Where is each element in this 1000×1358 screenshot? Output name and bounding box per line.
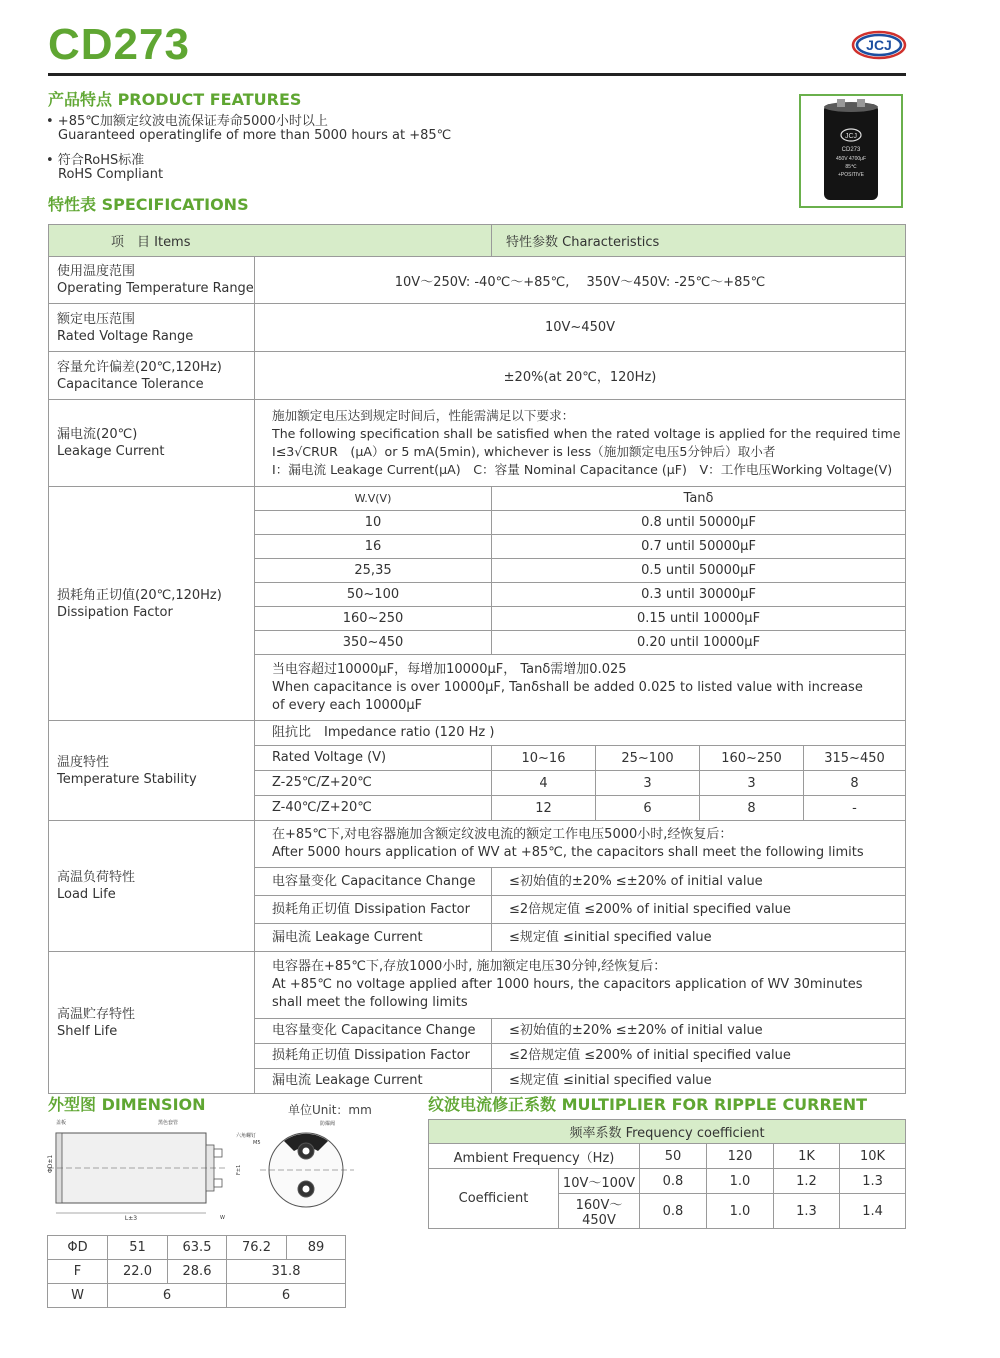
- df-header-row: [49, 487, 906, 511]
- ll-key: 电容量变化 Capacitance Change: [255, 868, 492, 896]
- cap-tolerance-value: ±20%(at 20℃，120Hz): [255, 352, 906, 400]
- sl-key: 电容量变化 Capacitance Change: [255, 1019, 492, 1044]
- coef-value: 1.0: [707, 1194, 774, 1229]
- capacitor-image: [801, 96, 901, 206]
- df-wv-header: W.V(V): [255, 487, 492, 511]
- photo-model: CD273: [841, 147, 861, 153]
- freq-value: 50: [640, 1144, 707, 1169]
- spec-header-row: [49, 225, 906, 257]
- coef-value: 1.2: [774, 1169, 840, 1194]
- phi-value: 51: [108, 1236, 168, 1260]
- ll-value: ≤规定值 ≤initial specified value: [492, 924, 906, 952]
- title-divider: [48, 73, 906, 76]
- dimension-drawing: [48, 1115, 368, 1225]
- freq-row: [429, 1144, 906, 1169]
- coef-range: 160V～450V: [559, 1194, 640, 1229]
- ts-rv-label: Rated Voltage (V): [255, 746, 492, 771]
- ts-value: 8: [700, 796, 804, 821]
- voltage-range-label: 额定电压范围 Rated Voltage Range: [49, 304, 255, 352]
- dimension-table: [47, 1235, 346, 1308]
- cap-tolerance-label: 容量允许偏差(20℃,120Hz) Capacitance Tolerance: [49, 352, 255, 400]
- df-tan: 0.8 until 50000μF: [492, 511, 906, 535]
- phi-row: [48, 1236, 346, 1260]
- leakage-row: [49, 400, 906, 487]
- w-value: 6: [227, 1284, 346, 1308]
- ts-range: 25~100: [596, 746, 700, 771]
- f-value: 28.6: [168, 1260, 227, 1284]
- coef-value: 1.3: [774, 1194, 840, 1229]
- ts-value: 8: [804, 771, 906, 796]
- phi-value: 89: [287, 1236, 346, 1260]
- f-value: 22.0: [108, 1260, 168, 1284]
- coef-range: 10V～100V: [559, 1169, 640, 1194]
- feature-1-cn: • +85℃加额定纹波电流保证寿命5000小时以上: [46, 114, 328, 129]
- ts-z25-label: Z-25℃/Z+20℃: [255, 771, 492, 796]
- temp-range-label: 使用温度范围 Operating Temperature Range: [49, 257, 255, 304]
- freq-value: 120: [707, 1144, 774, 1169]
- photo-temp: 85℃: [845, 164, 857, 170]
- vent-label: 防爆阀: [320, 1121, 336, 1127]
- ts-range: 315~450: [804, 746, 906, 771]
- ripple-table: [428, 1119, 906, 1229]
- leakage-value: 施加额定电压达到规定时间后，性能需满足以下要求： The following specification shall be satisfied when the rated voltage is applied for the required time I≤3√CRUR (μA）or 5 mA(5min), whichever is less（施加额定电压5分钟后）取小者 I：漏电流 Leakage Current(μA) C：容量 Nominal Capacitance (μF) V：工作电压Working Voltage(V): [255, 400, 906, 487]
- photo-logo: JCJ: [844, 133, 858, 140]
- df-tan-header: Tanδ: [492, 487, 906, 511]
- coef-value: 1.4: [840, 1194, 906, 1229]
- load-life-intro: 在+85℃下,对电容器施加含额定纹波电流的额定工作电压5000小时,经恢复后： After 5000 hours application of WV at +85℃, the capacitors shall meet the following limits: [255, 821, 906, 868]
- ts-value: 3: [700, 771, 804, 796]
- f-row: [48, 1260, 346, 1284]
- pitch-label: F±1: [236, 1164, 242, 1175]
- temp-range-row: [49, 257, 906, 304]
- df-tan: 0.15 until 10000μF: [492, 607, 906, 631]
- voltage-range-row: [49, 304, 906, 352]
- sl-value: ≤2倍规定值 ≤200% of initial specified value: [492, 1044, 906, 1069]
- df-wv: 160~250: [255, 607, 492, 631]
- f-header: F: [48, 1260, 108, 1284]
- df-tan: 0.3 until 30000μF: [492, 583, 906, 607]
- feature-2-en: RoHS Compliant: [58, 167, 164, 182]
- phi-value: 76.2: [227, 1236, 287, 1260]
- specifications-table: [48, 224, 906, 1094]
- logo-text: JCJ: [866, 37, 892, 53]
- phi-header: ΦD: [48, 1236, 108, 1260]
- freq-label: Ambient Frequency（Hz): [429, 1144, 640, 1169]
- df-tan: 0.7 until 50000μF: [492, 535, 906, 559]
- leakage-label: 漏电流(20℃) Leakage Current: [49, 400, 255, 487]
- ts-value: 12: [492, 796, 596, 821]
- photo-polarity: +POSITIVE: [838, 172, 864, 178]
- characteristics-header: 特性参数 Characteristics: [492, 225, 906, 257]
- ll-key: 损耗角正切值 Dissipation Factor: [255, 896, 492, 924]
- coef-value: 1.0: [707, 1169, 774, 1194]
- ll-key: 漏电流 Leakage Current: [255, 924, 492, 952]
- shelf-life-label: 高温贮存特性 Shelf Life: [49, 952, 255, 1094]
- coef-value: 0.8: [640, 1169, 707, 1194]
- load-life-label: 高温负荷特性 Load Life: [49, 821, 255, 952]
- ts-z40-label: Z-40℃/Z+20℃: [255, 796, 492, 821]
- specs-heading: 特性表 SPECIFICATIONS: [48, 195, 249, 214]
- ts-title-row: [49, 721, 906, 746]
- phi-value: 63.5: [168, 1236, 227, 1260]
- coef-value: 0.8: [640, 1194, 707, 1229]
- ripple-head-row: [429, 1120, 906, 1144]
- df-tan: 0.20 until 10000μF: [492, 631, 906, 655]
- screw-label: M5: [253, 1140, 261, 1146]
- df-wv: 50~100: [255, 583, 492, 607]
- load-life-intro-row: [49, 821, 906, 868]
- df-wv: 16: [255, 535, 492, 559]
- length-label: L±3: [124, 1215, 138, 1222]
- freq-value: 1K: [774, 1144, 840, 1169]
- page-title: CD273: [48, 20, 190, 69]
- dissipation-label: 损耗角正切值(20℃,120Hz) Dissipation Factor: [49, 487, 255, 721]
- f-value: 31.8: [227, 1260, 346, 1284]
- w-row: [48, 1284, 346, 1308]
- ts-value: 4: [492, 771, 596, 796]
- df-wv: 10: [255, 511, 492, 535]
- ll-value: ≤2倍规定值 ≤200% of initial specified value: [492, 896, 906, 924]
- sl-key: 漏电流 Leakage Current: [255, 1069, 492, 1094]
- cap-tolerance-row: [49, 352, 906, 400]
- w-label: W: [220, 1215, 225, 1221]
- df-wv: 350~450: [255, 631, 492, 655]
- sl-value: ≤规定值 ≤initial specified value: [492, 1069, 906, 1094]
- ts-value: -: [804, 796, 906, 821]
- ts-title: 阻抗比 Impedance ratio (120 Hz ): [255, 721, 906, 746]
- df-tan: 0.5 until 50000μF: [492, 559, 906, 583]
- coef-label: Coefficient: [429, 1169, 559, 1229]
- hex-label: 六角螺钉: [236, 1133, 257, 1139]
- sl-value: ≤初始值的±20% ≤±20% of initial value: [492, 1019, 906, 1044]
- items-header: 项 目 Items: [49, 225, 492, 257]
- coef-row: [429, 1169, 906, 1194]
- top-label: 盖板: [56, 1120, 67, 1126]
- temp-stability-label: 温度特性 Temperature Stability: [49, 721, 255, 821]
- photo-rating: 450V 4700μF: [835, 156, 867, 162]
- features-heading: 产品特点 PRODUCT FEATURES: [48, 90, 302, 109]
- df-note: 当电容超过10000μF，每增加10000μF， Tanδ需增加0.025 When capacitance is over 10000μF, Tanδshall be added 0.025 to listed value with increase of every each 10000μF: [255, 655, 906, 721]
- df-wv: 25,35: [255, 559, 492, 583]
- feature-2-cn: • 符合RoHS标准: [46, 153, 145, 168]
- voltage-range-value: 10V~450V: [255, 304, 906, 352]
- ts-value: 3: [596, 771, 700, 796]
- coef-value: 1.3: [840, 1169, 906, 1194]
- sleeve-label: 黑色套管: [158, 1120, 179, 1126]
- freq-value: 10K: [840, 1144, 906, 1169]
- ts-range: 10~16: [492, 746, 596, 771]
- w-header: W: [48, 1284, 108, 1308]
- sl-key: 损耗角正切值 Dissipation Factor: [255, 1044, 492, 1069]
- temp-range-value: 10V～250V: -40℃～+85℃, 350V～450V: -25℃～+85℃: [255, 257, 906, 304]
- phi-label: ΦD±1: [47, 1154, 54, 1173]
- ll-value: ≤初始值的±20% ≤±20% of initial value: [492, 868, 906, 896]
- ripple-table-head: 频率系数 Frequency coefficient: [429, 1120, 906, 1144]
- ts-range: 160~250: [700, 746, 804, 771]
- w-value: 6: [108, 1284, 227, 1308]
- dimension-heading: 外型图 DIMENSION: [48, 1095, 206, 1114]
- unit-label: 单位Unit：mm: [288, 1103, 372, 1117]
- ripple-heading: 纹波电流修正系数 MULTIPLIER FOR RIPPLE CURRENT: [428, 1095, 868, 1114]
- brand-logo: [851, 30, 907, 60]
- feature-1-en: Guaranteed operatinglife of more than 5000 hours at +85℃: [58, 128, 452, 143]
- shelf-life-intro-row: [49, 952, 906, 1019]
- ts-value: 6: [596, 796, 700, 821]
- product-photo: [799, 94, 903, 208]
- shelf-life-intro: 电容器在+85℃下,存放1000小时, 施加额定电压30分钟,经恢复后： At +85℃ no voltage applied after 1000 hours, the capacitors application of WV 30minutes shall meet the following limits: [255, 952, 906, 1019]
